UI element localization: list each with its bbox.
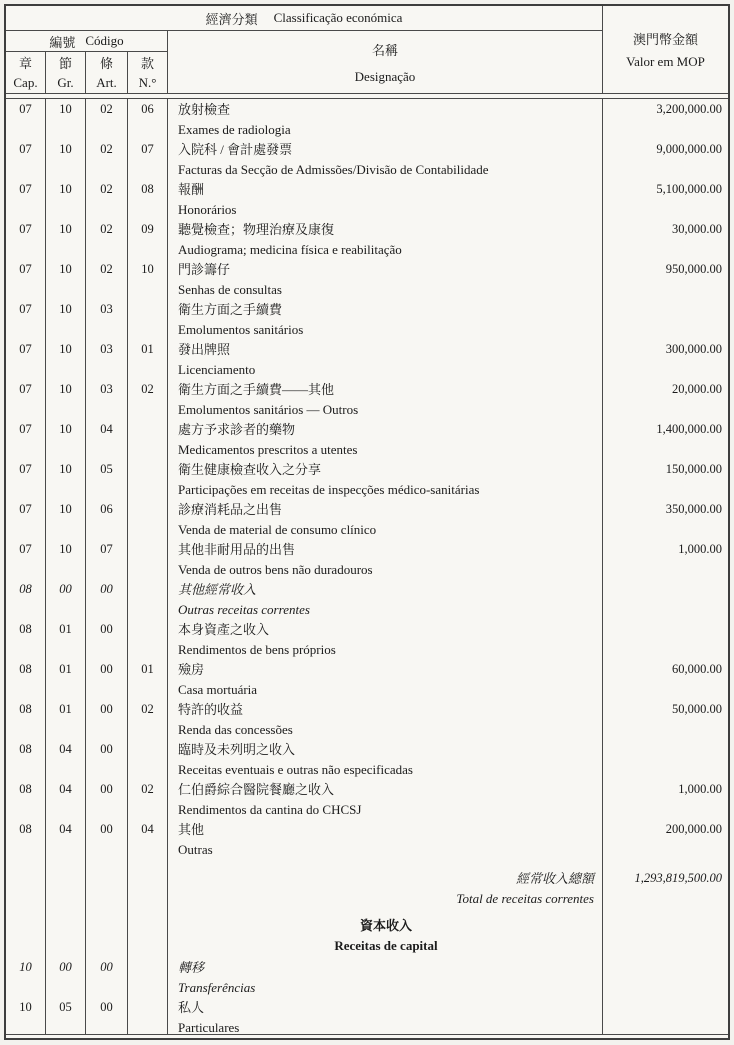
code-cap-cell: 07 [6,259,46,299]
code-n-cell [128,499,168,539]
designation-zh: 發出牌照 [178,342,231,357]
code-n-cell [128,299,168,339]
code-art-cell: 03 [86,339,128,379]
amount-cell: 50,000.00 [672,702,722,716]
table-row [6,819,728,859]
amount-cell: 1,000.00 [678,782,722,796]
table-row [6,619,728,659]
amount-cell: 1,293,819,500.00 [634,871,722,885]
designation-zh: 資本收入 [359,918,412,933]
code-art-cell: 02 [86,99,128,139]
amount-cell: 1,000.00 [678,542,722,556]
designation-cell [168,699,603,739]
designation-cell [168,739,603,779]
amount-cell: 5,100,000.00 [656,182,722,196]
designation-zh: 報酬 [178,182,205,197]
code-gr-cell: 04 [46,739,86,779]
code-art-cell [86,859,128,908]
designation-pt: Rendimentos da cantina do CHCSJ [178,801,362,817]
designation-pt: Honorários [178,201,237,217]
designation-cell [168,859,603,908]
code-art-cell: 02 [86,219,128,259]
code-n-cell: 01 [128,659,168,699]
budget-table [4,4,730,1040]
table-row [6,579,728,619]
code-cap-cell: 07 [6,139,46,179]
header-col-cap-zh: 章 [6,52,46,72]
designation-cell [168,419,603,459]
designation-pt: Transferências [178,979,256,995]
designation-pt: Outras [178,841,213,857]
code-gr-cell: 01 [46,619,86,659]
designation-cell [168,379,603,419]
designation-pt: Exames de radiologia [178,121,291,137]
designation-cell [168,579,603,619]
designation-cell [168,908,603,957]
code-cap-cell: 07 [6,179,46,219]
header-col-art-zh: 條 [86,52,128,72]
table-row [6,139,728,179]
code-art-cell: 02 [86,139,128,179]
amount-cell: 950,000.00 [665,262,722,276]
code-gr-cell: 04 [46,779,86,819]
designation-pt: Receitas eventuais e outras não especificadas [178,761,413,777]
code-gr-cell: 10 [46,219,86,259]
designation-cell [168,539,603,579]
code-n-cell [128,859,168,908]
code-n-cell: 02 [128,699,168,739]
header-designation-zh: 名稱 [371,42,398,58]
code-n-cell [128,459,168,499]
designation-pt: Casa mortuária [178,681,258,697]
code-gr-cell: 00 [46,579,86,619]
amount-cell [603,619,728,659]
table-row [6,499,728,539]
code-cap-cell: 08 [6,659,46,699]
table-row [6,179,728,219]
table-row [6,957,728,997]
code-n-cell: 07 [128,139,168,179]
code-art-cell: 00 [86,579,128,619]
code-gr-cell: 05 [46,997,86,1034]
code-art-cell: 05 [86,459,128,499]
code-gr-cell: 10 [46,139,86,179]
code-art-cell: 03 [86,299,128,339]
code-n-cell [128,957,168,997]
header-col-gr-zh: 節 [46,52,86,72]
amount-cell: 200,000.00 [665,822,722,836]
code-n-cell [128,619,168,659]
code-art-cell: 02 [86,179,128,219]
designation-pt: Particulares [178,1019,240,1034]
code-cap-cell: 08 [6,699,46,739]
designation-zh: 本身資產之收入 [178,622,270,637]
header-col-n-pt: N.° [128,72,168,93]
code-art-cell: 04 [86,419,128,459]
header-amount-zh: 澳門幣金額 [632,32,698,47]
code-art-cell: 06 [86,499,128,539]
code-art-cell: 00 [86,957,128,997]
header-classification-zh: 經濟分類 [205,11,258,27]
table-row [6,299,728,339]
header-col-art-pt: Art. [86,72,128,93]
designation-pt: Venda de outros bens não duradouros [178,561,373,577]
code-gr-cell: 04 [46,819,86,859]
designation-cell [168,299,603,339]
code-cap-cell: 07 [6,379,46,419]
amount-cell [603,957,728,997]
code-n-cell: 02 [128,379,168,419]
designation-zh: 入院科 / 會計處發票 [178,142,293,157]
designation-pt: Facturas da Secção de Admissões/Divisão de Contabilidade [178,161,489,177]
code-gr-cell: 10 [46,459,86,499]
table-row [6,99,728,139]
code-cap-cell: 08 [6,739,46,779]
designation-pt: Medicamentos prescritos a utentes [178,441,358,457]
designation-pt: Total de receitas correntes [456,890,594,906]
designation-cell [168,99,603,139]
table-row [6,997,728,1034]
code-gr-cell: 10 [46,419,86,459]
designation-pt: Renda das concessões [178,721,293,737]
code-art-cell: 02 [86,259,128,299]
amount-cell [603,739,728,779]
code-cap-cell: 10 [6,957,46,997]
amount-cell: 9,000,000.00 [656,142,722,156]
code-art-cell: 00 [86,739,128,779]
table-row [6,539,728,579]
bottom-double-rule [6,1034,728,1038]
code-cap-cell: 07 [6,499,46,539]
header-col-gr-pt: Gr. [46,72,86,93]
header-amount [603,6,728,93]
code-n-cell: 10 [128,259,168,299]
table-row [6,779,728,819]
code-gr-cell: 01 [46,699,86,739]
code-cap-cell: 07 [6,219,46,259]
code-n-cell [128,997,168,1034]
amount-cell [603,997,728,1034]
code-art-cell: 00 [86,819,128,859]
code-n-cell: 02 [128,779,168,819]
code-n-cell [128,739,168,779]
code-cap-cell: 07 [6,419,46,459]
designation-zh: 仁伯爵綜合醫院餐廳之收入 [178,782,335,797]
amount-cell [603,299,728,339]
table-row [6,699,728,739]
designation-zh: 衛生健康檢查收入之分享 [178,462,322,477]
code-gr-cell: 10 [46,299,86,339]
designation-zh: 處方予求診者的藥物 [178,422,296,437]
table-body [6,99,728,1034]
designation-cell [168,819,603,859]
table-row [6,379,728,419]
designation-zh: 臨時及未列明之收入 [178,742,296,757]
code-cap-cell: 07 [6,339,46,379]
designation-cell [168,219,603,259]
code-art-cell: 00 [86,699,128,739]
designation-zh: 殮房 [178,662,205,677]
code-cap-cell: 08 [6,579,46,619]
amount-cell: 20,000.00 [672,382,722,396]
code-cap-cell: 07 [6,299,46,339]
amount-cell: 30,000.00 [672,222,722,236]
code-cap-cell: 08 [6,619,46,659]
table-row [6,259,728,299]
code-n-cell [128,539,168,579]
code-art-cell: 00 [86,619,128,659]
code-art-cell: 00 [86,779,128,819]
table-row [6,859,728,908]
designation-zh: 門診籌仔 [178,262,231,277]
code-gr-cell: 10 [46,259,86,299]
code-art-cell: 03 [86,379,128,419]
code-cap-cell: 07 [6,539,46,579]
designation-zh: 其他非耐用品的出售 [178,542,296,557]
designation-zh: 經常收入總額 [515,871,594,886]
designation-cell [168,459,603,499]
designation-pt: Senhas de consultas [178,281,282,297]
designation-zh: 私人 [178,1000,205,1015]
designation-zh: 其他經常收入 [178,582,257,597]
header-classification-pt: Classificação económica [273,10,403,25]
code-n-cell: 09 [128,219,168,259]
designation-cell [168,779,603,819]
header-designation [168,31,603,93]
code-gr-cell: 10 [46,499,86,539]
amount-cell: 3,200,000.00 [656,102,722,116]
table-row [6,339,728,379]
header-col-cap-pt: Cap. [6,72,46,93]
designation-cell [168,619,603,659]
code-art-cell: 07 [86,539,128,579]
code-gr-cell: 10 [46,99,86,139]
designation-pt: Participações em receitas de inspecções médico-sanitárias [178,481,480,497]
header-amount-pt: Valor em MOP [626,54,705,69]
designation-pt: Emolumentos sanitários — Outros [178,401,359,417]
code-art-cell [86,908,128,957]
code-n-cell: 01 [128,339,168,379]
code-n-cell: 06 [128,99,168,139]
designation-cell [168,957,603,997]
table-row [6,659,728,699]
code-n-cell [128,908,168,957]
code-cap-cell: 08 [6,819,46,859]
designation-pt: Audiograma; medicina física e reabilitação [178,241,402,257]
designation-pt: Licenciamento [178,361,256,377]
amount-cell: 150,000.00 [665,462,722,476]
header-col-n-zh: 款 [128,52,168,72]
code-gr-cell: 10 [46,179,86,219]
designation-pt: Receitas de capital [334,937,438,953]
designation-zh: 衛生方面之手續費 [178,302,283,317]
amount-cell: 1,400,000.00 [656,422,722,436]
table-row [6,908,728,957]
code-art-cell: 00 [86,659,128,699]
table-row [6,459,728,499]
amount-cell: 350,000.00 [665,502,722,516]
designation-cell [168,499,603,539]
designation-zh: 特許的收益 [178,702,244,717]
code-gr-cell [46,908,86,957]
designation-pt: Rendimentos de bens próprios [178,641,336,657]
code-n-cell: 04 [128,819,168,859]
code-cap-cell: 07 [6,99,46,139]
code-n-cell [128,579,168,619]
amount-cell [603,579,728,619]
header-code-pt: Código [85,33,124,48]
code-gr-cell: 10 [46,379,86,419]
header-designation-pt: Designação [354,68,416,84]
designation-zh: 放射檢查 [178,102,231,117]
code-cap-cell: 10 [6,997,46,1034]
designation-cell [168,139,603,179]
table-row [6,739,728,779]
designation-zh: 診療消耗品之出售 [178,502,283,517]
header-code-zh: 編號 [49,34,76,50]
table-row [6,219,728,259]
code-n-cell: 08 [128,179,168,219]
table-row [6,419,728,459]
header-code [6,31,168,52]
designation-cell [168,259,603,299]
designation-zh: 轉移 [178,960,205,975]
code-gr-cell: 10 [46,539,86,579]
amount-cell: 300,000.00 [665,342,722,356]
designation-pt: Venda de material de consumo clínico [178,521,377,537]
code-gr-cell: 00 [46,957,86,997]
code-gr-cell [46,859,86,908]
designation-cell [168,659,603,699]
code-cap-cell: 07 [6,459,46,499]
code-cap-cell [6,859,46,908]
code-gr-cell: 01 [46,659,86,699]
designation-zh: 聽覺檢查；物理治療及康復 [178,222,335,237]
designation-zh: 其他 [178,822,205,837]
designation-cell [168,997,603,1034]
code-gr-cell: 10 [46,339,86,379]
designation-cell [168,179,603,219]
header-classification [6,6,603,31]
amount-cell: 60,000.00 [672,662,722,676]
designation-zh: 衛生方面之手續費——其他 [178,382,335,397]
designation-cell [168,339,603,379]
code-art-cell: 00 [86,997,128,1034]
table-header [6,6,728,93]
designation-pt: Emolumentos sanitários [178,321,304,337]
code-n-cell [128,419,168,459]
code-cap-cell [6,908,46,957]
amount-cell [603,908,728,957]
code-cap-cell: 08 [6,779,46,819]
designation-pt: Outras receitas correntes [178,601,310,617]
